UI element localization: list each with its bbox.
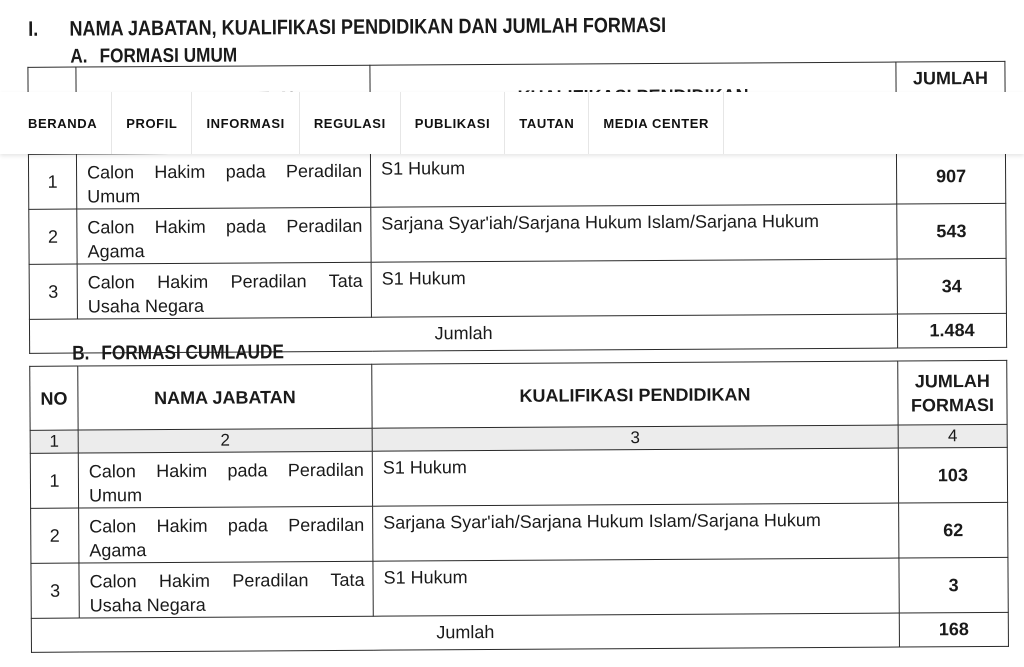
row-no: 2 xyxy=(29,209,77,264)
header-nama-jabatan: NAMA JABATAN xyxy=(78,364,372,430)
total-value: 168 xyxy=(899,612,1008,647)
section-heading xyxy=(28,14,666,42)
subsection-b-heading xyxy=(72,341,284,365)
total-label: Jumlah xyxy=(31,613,899,652)
header-kualifikasi: KUALIFIKASI PENDIDIKAN xyxy=(372,361,898,428)
header-jumlah xyxy=(898,360,1007,425)
nav-item-profil[interactable]: PROFIL xyxy=(112,92,192,154)
row-jumlah: 62 xyxy=(899,502,1008,558)
table-formasi-cumlaude xyxy=(29,360,1009,653)
row-nama-jabatan: Calon Hakim Peradilan Tata Usaha Negara xyxy=(79,561,373,618)
row-nama-jabatan: Calon Hakim pada Peradilan Umum xyxy=(78,451,372,508)
header-jumlah-line1: JUMLAH xyxy=(914,370,990,391)
section-number: I. xyxy=(28,17,39,41)
row-nama-jabatan: Calon Hakim pada Peradilan Agama xyxy=(77,207,371,264)
row-nama-jabatan: Calon Hakim pada Peradilan Agama xyxy=(79,506,373,563)
row-kualifikasi: S1 Hukum xyxy=(372,448,898,506)
row-no: 1 xyxy=(30,453,78,508)
table-row xyxy=(29,258,1006,319)
row-kualifikasi: S1 Hukum xyxy=(370,149,896,207)
nav-item-tautan[interactable]: TAUTAN xyxy=(505,92,589,154)
table-row xyxy=(29,203,1006,264)
header-jumlah-line2: FORMASI xyxy=(910,394,995,415)
subsection-a-title: FORMASI UMUM xyxy=(99,44,238,68)
row-no: 1 xyxy=(28,154,76,209)
row-no: 3 xyxy=(31,563,79,618)
row-kualifikasi: Sarjana Syar'iah/Sarjana Hukum Islam/Sarjana Hukum xyxy=(371,204,897,262)
subsection-b-title: FORMASI CUMLAUDE xyxy=(101,341,284,365)
table-row xyxy=(31,557,1008,618)
nav-item-beranda[interactable]: BERANDA xyxy=(0,92,112,154)
row-jumlah: 543 xyxy=(897,203,1006,259)
nav-item-regulasi[interactable]: REGULASI xyxy=(300,92,401,154)
section-title: NAMA JABATAN, KUALIFIKASI PENDIDIKAN DAN JUMLAH FORMASI xyxy=(69,13,667,41)
index-cell: 1 xyxy=(30,430,78,453)
table-row xyxy=(30,447,1007,508)
index-cell: 3 xyxy=(372,425,898,451)
header-jumlah: JUMLAH xyxy=(896,61,1005,126)
index-cell: 4 xyxy=(898,424,1007,448)
row-kualifikasi: S1 Hukum xyxy=(371,259,897,317)
row-nama-jabatan: Calon Hakim Peradilan Tata Usaha Negara xyxy=(77,262,371,319)
row-jumlah: 907 xyxy=(896,148,1005,204)
row-jumlah: 34 xyxy=(897,258,1006,314)
nav-item-publikasi[interactable]: PUBLIKASI xyxy=(401,92,505,154)
nav-item-informasi[interactable]: INFORMASI xyxy=(192,92,299,154)
subsection-a-letter: A. xyxy=(70,45,88,68)
main-navigation xyxy=(0,92,1024,154)
row-kualifikasi: Sarjana Syar'iah/Sarjana Hukum Islam/Sarjana Hukum xyxy=(373,503,899,561)
index-cell: 2 xyxy=(78,428,372,453)
row-kualifikasi: S1 Hukum xyxy=(373,558,899,616)
table-row xyxy=(28,148,1005,209)
header-no: NO xyxy=(30,366,78,430)
total-row xyxy=(31,612,1008,652)
nav-item-media-center[interactable]: MEDIA CENTER xyxy=(589,92,724,154)
table-header-row xyxy=(30,360,1007,430)
row-jumlah: 103 xyxy=(898,447,1007,503)
total-value: 1.484 xyxy=(897,313,1006,348)
total-label: Jumlah xyxy=(29,314,897,353)
row-jumlah: 3 xyxy=(899,557,1008,613)
row-no: 2 xyxy=(31,508,79,563)
table-row xyxy=(31,502,1008,563)
row-no: 3 xyxy=(29,264,77,319)
subsection-b-letter: B. xyxy=(72,342,90,365)
row-nama-jabatan: Calon Hakim pada Peradilan Umum xyxy=(76,152,370,209)
